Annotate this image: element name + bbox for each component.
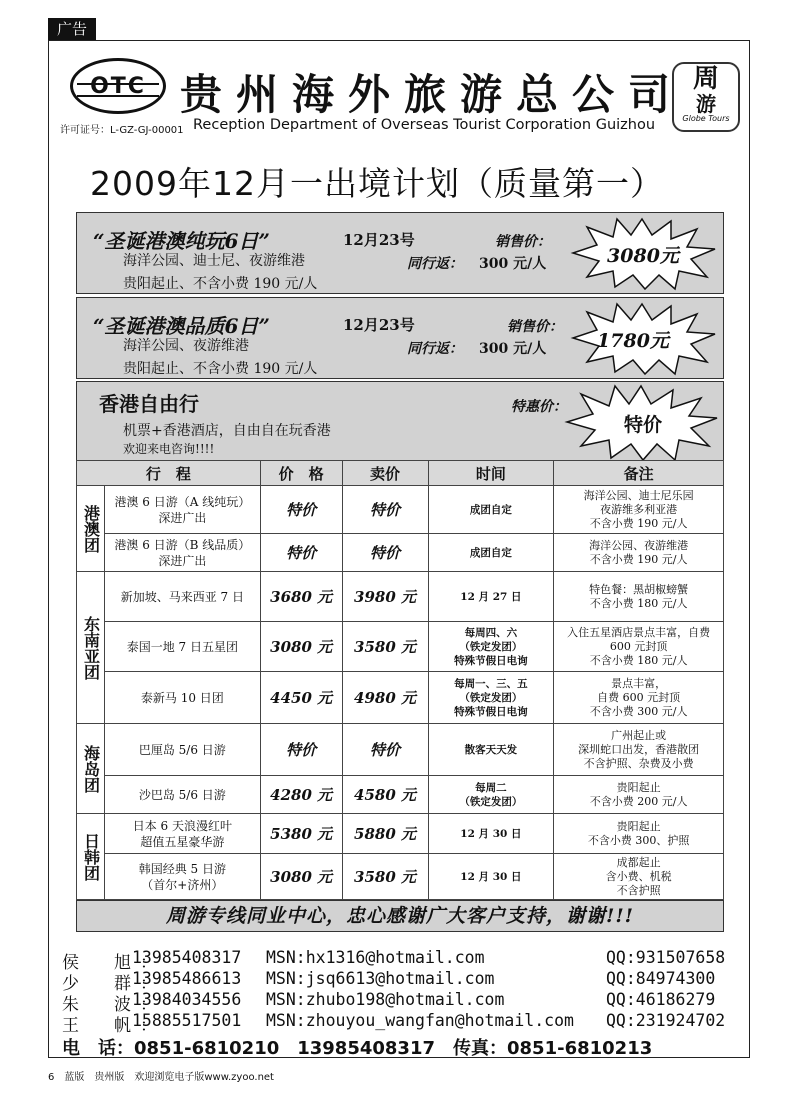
table-row — [77, 534, 724, 572]
peer-label: 同行返： — [407, 256, 463, 272]
sale-label: 特惠价： — [511, 399, 567, 415]
price-value: 1780元 — [597, 330, 669, 352]
note-line: 特色餐：黑胡椒螃蟹 — [589, 582, 689, 596]
zhouyou-logo — [672, 62, 740, 132]
page-footer: 6 蓝版 贵州版 欢迎浏览电子版www.zyoo.net — [48, 1072, 274, 1083]
route-line: 韩国经典 5 日游 — [138, 861, 226, 876]
tour-panel-1 — [76, 212, 724, 294]
time-cell: 成团自定 — [428, 534, 554, 572]
note-line: 不含小费 190 元/人 — [589, 516, 688, 530]
table-header-row — [77, 461, 724, 486]
time-cell — [428, 672, 554, 724]
time-line: 每周一、三、五 — [454, 677, 528, 690]
note-cell — [554, 572, 724, 622]
note-line: 600 元封顶 — [609, 639, 668, 653]
group-label: 港澳团 — [77, 486, 105, 572]
panel-date: 12月23号 — [343, 316, 415, 334]
table-row — [77, 486, 724, 534]
note-line: 含小费、机税 — [605, 869, 672, 883]
price-cell: 特价 — [260, 724, 342, 776]
panel-line-1: 海洋公园、夜游维港 — [123, 338, 249, 354]
note-line: 广州起止或 — [611, 728, 667, 742]
contact-name: 朱 波： — [62, 995, 166, 1015]
note-line: 景点丰富， — [611, 676, 667, 690]
contact-qq: QQ:46186279 — [606, 990, 716, 1009]
contact-phone: 13984034556 — [132, 990, 242, 1009]
sale-label: 销售价： — [495, 234, 551, 250]
table-row — [77, 854, 724, 900]
contact-row — [62, 990, 748, 1015]
peer-value: 300 元/人 — [479, 341, 547, 357]
note-cell — [554, 534, 724, 572]
panel-title: “圣诞港澳纯玩6日” — [93, 229, 270, 253]
note-line: 不含小费 300、护照 — [587, 833, 690, 847]
note-line: 海洋公园、夜游维港 — [589, 538, 689, 552]
contact-phone: 13985408317 — [132, 948, 242, 967]
sell-cell: 特价 — [342, 724, 428, 776]
note-line: 不含护照 — [616, 883, 661, 897]
note-cell — [554, 672, 724, 724]
company-name-cn: 贵州海外旅游总公司 — [180, 70, 685, 119]
price-cell: 3680 元 — [260, 572, 342, 622]
contact-name: 王 帆： — [62, 1016, 166, 1036]
time-line: （铁定发团） — [459, 691, 523, 704]
price-cell: 特价 — [260, 486, 342, 534]
group-label: 海岛团 — [77, 724, 105, 814]
header-sell: 卖价 — [342, 461, 428, 486]
panel-line-2: 欢迎来电咨询!!!! — [123, 442, 215, 456]
sell-cell: 4580 元 — [342, 776, 428, 814]
time-cell — [428, 776, 554, 814]
contact-row — [62, 948, 748, 973]
panel-title: “圣诞港澳品质6日” — [93, 314, 270, 338]
route-line: 深进广出 — [158, 510, 207, 525]
contact-msn: MSN:jsq6613@hotmail.com — [266, 969, 495, 988]
header-route: 行 程 — [77, 461, 261, 486]
price-cell: 4280 元 — [260, 776, 342, 814]
note-line: 不含小费 180 元/人 — [589, 596, 688, 610]
route-line: 深进广出 — [158, 553, 207, 568]
sell-cell: 特价 — [342, 534, 428, 572]
note-line: 不含小费 190 元/人 — [589, 552, 688, 566]
sell-cell: 3580 元 — [342, 622, 428, 672]
route-cell — [104, 486, 260, 534]
time-cell: 12 月 30 日 — [428, 814, 554, 854]
panel-line-2: 贵阳起止、不含小费 190 元/人 — [123, 361, 318, 377]
header-price: 价 格 — [260, 461, 342, 486]
note-line: 贵阳起止 — [616, 780, 661, 794]
tour-panel-3 — [76, 381, 724, 463]
note-line: 深圳蛇口出发，香港散团 — [578, 742, 700, 756]
note-line: 海洋公园、迪士尼乐园 — [583, 488, 694, 502]
sell-cell: 3980 元 — [342, 572, 428, 622]
logo-char-2: 游 — [696, 92, 716, 116]
ad-label: 广告 — [48, 18, 96, 40]
group-label: 东南亚团 — [77, 572, 105, 724]
contact-name: 少 群： — [62, 974, 166, 994]
route-line: 港澳 6 日游（A 线纯玩） — [114, 494, 251, 509]
note-cell — [554, 724, 724, 776]
logo-text: OTC — [90, 74, 146, 99]
contact-qq: QQ:231924702 — [606, 1011, 726, 1030]
company-name-en: Reception Department of Overseas Tourist Corporation Guizhou — [193, 117, 656, 133]
contact-phone: 13985486613 — [132, 969, 242, 988]
sell-cell: 特价 — [342, 486, 428, 534]
table-row — [77, 724, 724, 776]
panel-line-1: 海洋公园、迪士尼、夜游维港 — [123, 253, 305, 269]
note-line: 夜游维多利亚港 — [600, 502, 678, 516]
time-line: 每周二 — [475, 781, 507, 794]
route-cell: 新加坡、马来西亚 7 日 — [104, 572, 260, 622]
sell-cell: 4980 元 — [342, 672, 428, 724]
table-row — [77, 572, 724, 622]
note-line: 成都起止 — [616, 855, 661, 869]
note-line: 不含小费 200 元/人 — [589, 794, 688, 808]
contact-msn: MSN:zhouyou_wangfan@hotmail.com — [266, 1011, 574, 1030]
note-cell — [554, 622, 724, 672]
time-line: （铁定发团） — [459, 795, 523, 808]
tour-panel-2 — [76, 297, 724, 379]
note-line: 入住五星酒店景点丰富，自费 — [567, 625, 711, 639]
panel-date: 12月23号 — [343, 231, 415, 249]
time-line: （铁定发团） — [459, 640, 523, 653]
itinerary-table — [76, 460, 724, 900]
main-title: 2009年12月一出境计划（质量第一） — [90, 164, 664, 203]
price-cell: 3080 元 — [260, 854, 342, 900]
group-label: 日韩团 — [77, 814, 105, 900]
table-row — [77, 776, 724, 814]
time-cell: 12 月 30 日 — [428, 854, 554, 900]
price-value: 特价 — [623, 414, 662, 436]
route-line: （首尔+济州） — [141, 877, 224, 892]
price-cell: 特价 — [260, 534, 342, 572]
note-line: 贵阳起止 — [616, 819, 661, 833]
time-cell: 12 月 27 日 — [428, 572, 554, 622]
contact-msn: MSN:hx1316@hotmail.com — [266, 948, 485, 967]
note-cell — [554, 776, 724, 814]
peer-label: 同行返： — [407, 341, 463, 357]
otc-logo — [70, 58, 166, 114]
table-row — [77, 814, 724, 854]
route-cell: 沙巴岛 5/6 日游 — [104, 776, 260, 814]
price-cell: 4450 元 — [260, 672, 342, 724]
header-time: 时间 — [428, 461, 554, 486]
route-cell: 巴厘岛 5/6 日游 — [104, 724, 260, 776]
contact-row — [62, 969, 748, 994]
note-line: 不含小费 180 元/人 — [589, 653, 688, 667]
time-cell — [428, 622, 554, 672]
price-cell: 3080 元 — [260, 622, 342, 672]
sell-cell: 5880 元 — [342, 814, 428, 854]
contact-qq: QQ:931507658 — [606, 948, 726, 967]
price-value: 3080元 — [607, 245, 679, 267]
note-line: 不含小费 300 元/人 — [589, 704, 688, 718]
time-line: 每周四、六 — [464, 626, 518, 639]
sell-cell: 3580 元 — [342, 854, 428, 900]
note-line: 不含护照、杂费及小费 — [583, 756, 694, 770]
time-cell: 成团自定 — [428, 486, 554, 534]
contact-qq: QQ:84974300 — [606, 969, 716, 988]
route-cell — [104, 854, 260, 900]
logo-char-1: 周 — [692, 64, 719, 94]
time-cell: 散客天天发 — [428, 724, 554, 776]
tel-fax-line: 电 话：0851-6810210 13985408317 传真：0851-6810213 — [62, 1038, 653, 1059]
note-cell — [554, 486, 724, 534]
price-cell: 5380 元 — [260, 814, 342, 854]
route-cell: 泰新马 10 日团 — [104, 672, 260, 724]
slogan-banner: 周游专线同业中心，忠心感谢广大客户支持，谢谢!!! — [76, 900, 724, 932]
panel-line-2: 贵阳起止、不含小费 190 元/人 — [123, 276, 318, 292]
sale-label: 销售价： — [507, 319, 563, 335]
time-line: 特殊节假日电询 — [454, 705, 528, 718]
route-line: 日本 6 天浪漫红叶 — [132, 818, 232, 833]
route-cell — [104, 814, 260, 854]
note-cell — [554, 854, 724, 900]
note-cell — [554, 814, 724, 854]
contact-phone: 15885517501 — [132, 1011, 242, 1030]
note-line: 自费 600 元封顶 — [597, 690, 681, 704]
header-note: 备注 — [554, 461, 724, 486]
route-line: 超值五星豪华游 — [140, 834, 225, 849]
panel-line-1: 机票+香港酒店，自由自在玩香港 — [123, 423, 331, 439]
route-cell: 泰国一地 7 日五星团 — [104, 622, 260, 672]
license-number: 许可证号：L-GZ-GJ-00001 — [60, 125, 184, 136]
time-line: 特殊节假日电询 — [454, 654, 528, 667]
logo-en: Globe Tours — [682, 114, 730, 123]
contact-row — [62, 1011, 748, 1036]
route-cell — [104, 534, 260, 572]
table-row — [77, 622, 724, 672]
table-row — [77, 672, 724, 724]
peer-value: 300 元/人 — [479, 256, 547, 272]
route-line: 港澳 6 日游（B 线品质） — [114, 537, 251, 552]
contact-name: 侯 旭： — [62, 953, 166, 973]
contact-msn: MSN:zhubo198@hotmail.com — [266, 990, 505, 1009]
panel-title: 香港自由行 — [99, 392, 199, 416]
